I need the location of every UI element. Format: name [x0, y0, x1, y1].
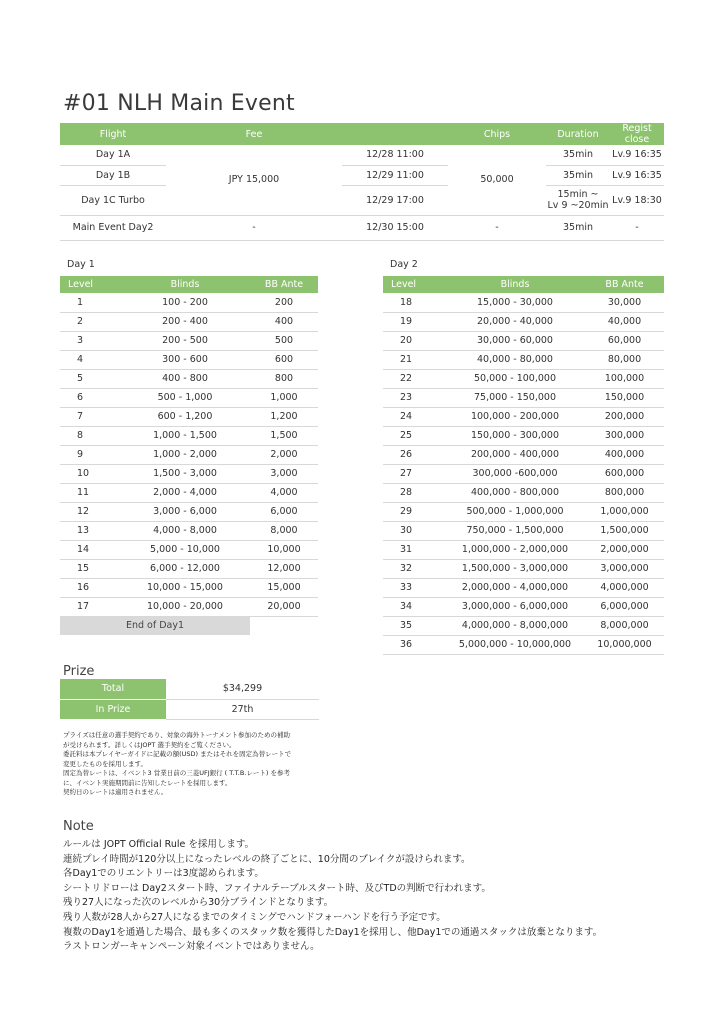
prize-in-prize-label: In Prize	[60, 699, 166, 719]
bb-ante-value: 80,000	[585, 350, 664, 369]
level-number: 3	[60, 331, 120, 350]
header-bb-ante: BB Ante	[585, 276, 664, 293]
blinds-value: 400,000 - 800,000	[445, 483, 585, 502]
prize-note-line: 固定為替レートは、イベント3 営業日前の三菱UFJ銀行 ( T.T.B.レート) を参考	[63, 769, 290, 777]
prize-notes	[63, 731, 328, 798]
bb-ante-value: 400,000	[585, 445, 664, 464]
fee-value: JPY 15,000	[166, 145, 342, 215]
blind-level-row	[383, 616, 664, 635]
note-line: 残り27人になった次のレベルから30分ブラインドとなります。	[63, 897, 334, 909]
flight-duration: 35min	[546, 145, 610, 165]
bb-ante-value: 4,000	[250, 483, 318, 502]
bb-ante-value: 500	[250, 331, 318, 350]
header-fee: Fee	[166, 123, 342, 145]
header-level: Level	[60, 276, 120, 293]
blinds-value: 400 - 800	[120, 369, 250, 388]
bb-ante-value: 3,000	[250, 464, 318, 483]
blinds-value: 2,000 - 4,000	[120, 483, 250, 502]
blinds-value: 50,000 - 100,000	[445, 369, 585, 388]
bb-ante-value: 800,000	[585, 483, 664, 502]
flight-regist-close: Lv.9 18:30	[610, 185, 664, 215]
blinds-value: 40,000 - 80,000	[445, 350, 585, 369]
blind-level-row	[60, 369, 318, 388]
level-number: 34	[383, 597, 445, 616]
level-number: 36	[383, 635, 445, 654]
header-blinds: Blinds	[445, 276, 585, 293]
prize-total-label: Total	[60, 679, 166, 699]
blinds-value: 5,000,000 - 10,000,000	[445, 635, 585, 654]
blind-level-row	[60, 445, 318, 464]
prize-table	[60, 679, 319, 720]
bb-ante-value: 1,000,000	[585, 502, 664, 521]
bb-ante-value: 150,000	[585, 388, 664, 407]
blind-level-row	[60, 483, 318, 502]
blinds-value: 5,000 - 10,000	[120, 540, 250, 559]
blind-level-row	[383, 388, 664, 407]
level-number: 20	[383, 331, 445, 350]
flight-row	[60, 145, 664, 165]
blind-level-row	[383, 331, 664, 350]
prize-in-prize-value: 27th	[166, 699, 319, 719]
flight-duration	[546, 185, 610, 215]
blind-level-row	[60, 597, 318, 616]
blinds-value: 200 - 500	[120, 331, 250, 350]
flight-schedule-table	[60, 123, 664, 241]
flight-row	[60, 185, 664, 215]
level-number: 17	[60, 597, 120, 616]
blind-level-row	[383, 502, 664, 521]
blind-level-row	[60, 540, 318, 559]
blind-level-row	[383, 578, 664, 597]
duration-line: Lv 9 ~20min	[547, 200, 609, 211]
level-number: 25	[383, 426, 445, 445]
chips-value: 50,000	[448, 145, 546, 215]
blind-level-row	[60, 521, 318, 540]
chips-value: -	[448, 215, 546, 240]
bb-ante-value: 400	[250, 312, 318, 331]
flight-duration: 35min	[546, 165, 610, 185]
page-title: #01 NLH Main Event	[63, 91, 295, 116]
blinds-value: 75,000 - 150,000	[445, 388, 585, 407]
blinds-value: 1,000 - 2,000	[120, 445, 250, 464]
prize-note-line: が受けられます。詳しくはJOPT 選手契約をご覧ください。	[63, 740, 236, 749]
note-line: 連続プレイ時間が120分以上になったレベルの終了ごとに、10分間のブレイクが設けられます。	[63, 853, 471, 865]
prize-total-value: $34,299	[166, 679, 319, 699]
fee-value: -	[166, 215, 342, 240]
level-number: 10	[60, 464, 120, 483]
blinds-value: 600 - 1,200	[120, 407, 250, 426]
note-line: ラストロンガーキャンペーン対象イベントではありません。	[63, 941, 320, 953]
blind-level-row	[383, 559, 664, 578]
bb-ante-value: 60,000	[585, 331, 664, 350]
bb-ante-value: 6,000,000	[585, 597, 664, 616]
note-line: 残り人数が28人から27人になるまでのタイミングでハンドフォーハンドを行う予定です。	[63, 911, 446, 923]
flight-regist-close: Lv.9 16:35	[610, 165, 664, 185]
blinds-value: 20,000 - 40,000	[445, 312, 585, 331]
note-title: Note	[63, 819, 94, 834]
blind-level-row	[60, 464, 318, 483]
bb-ante-value: 10,000	[250, 540, 318, 559]
bb-ante-value: 1,500	[250, 426, 318, 445]
level-number: 6	[60, 388, 120, 407]
blind-level-row	[60, 426, 318, 445]
flight-date: 12/30 15:00	[342, 215, 448, 240]
blinds-value: 300 - 600	[120, 350, 250, 369]
bb-ante-value: 100,000	[585, 369, 664, 388]
header-bb-ante: BB Ante	[250, 276, 318, 293]
blind-level-row	[383, 483, 664, 502]
header-duration: Duration	[546, 123, 610, 145]
level-number: 31	[383, 540, 445, 559]
blinds-value: 300,000 -600,000	[445, 464, 585, 483]
flight-name: Main Event Day2	[60, 215, 166, 240]
header-regist-close: Regist close	[610, 123, 664, 145]
blind-level-row	[60, 350, 318, 369]
bb-ante-value: 8,000,000	[585, 616, 664, 635]
level-number: 13	[60, 521, 120, 540]
flight-date: 12/28 11:00	[342, 145, 448, 165]
bb-ante-value: 8,000	[250, 521, 318, 540]
bb-ante-value: 300,000	[585, 426, 664, 445]
header-chips: Chips	[448, 123, 546, 145]
level-number: 8	[60, 426, 120, 445]
bb-ante-value: 3,000,000	[585, 559, 664, 578]
bb-ante-value: 600	[250, 350, 318, 369]
blind-level-row	[383, 293, 664, 312]
bb-ante-value: 2,000	[250, 445, 318, 464]
level-number: 16	[60, 578, 120, 597]
flight-row	[60, 215, 664, 240]
bb-ante-value: 1,200	[250, 407, 318, 426]
end-of-day-row	[60, 616, 318, 635]
blinds-value: 10,000 - 20,000	[120, 597, 250, 616]
bb-ante-value: 6,000	[250, 502, 318, 521]
blinds-value: 100 - 200	[120, 293, 250, 312]
level-number: 29	[383, 502, 445, 521]
level-number: 12	[60, 502, 120, 521]
prize-note-line: に、イベント実施期間前に告知したレートを採用します。	[63, 778, 232, 787]
end-of-day-blank	[250, 616, 318, 635]
level-number: 27	[383, 464, 445, 483]
level-number: 32	[383, 559, 445, 578]
blind-level-row	[60, 559, 318, 578]
level-number: 30	[383, 521, 445, 540]
blind-level-row	[383, 540, 664, 559]
bb-ante-value: 1,500,000	[585, 521, 664, 540]
prize-title: Prize	[63, 664, 95, 679]
blinds-value: 200,000 - 400,000	[445, 445, 585, 464]
bb-ante-value: 200	[250, 293, 318, 312]
blinds-value: 1,000 - 1,500	[120, 426, 250, 445]
level-number: 23	[383, 388, 445, 407]
blinds-value: 30,000 - 60,000	[445, 331, 585, 350]
note-line: 各Day1でのリエントリーは3度認められます。	[63, 868, 264, 880]
blinds-value: 500 - 1,000	[120, 388, 250, 407]
bb-ante-value: 1,000	[250, 388, 318, 407]
day1-label: Day 1	[67, 259, 95, 270]
blind-level-row	[60, 407, 318, 426]
blinds-value: 15,000 - 30,000	[445, 293, 585, 312]
blind-level-row	[60, 578, 318, 597]
blind-level-row	[383, 369, 664, 388]
blinds-value: 6,000 - 12,000	[120, 559, 250, 578]
level-number: 5	[60, 369, 120, 388]
level-number: 28	[383, 483, 445, 502]
level-number: 35	[383, 616, 445, 635]
blind-level-row	[383, 445, 664, 464]
prize-row	[60, 679, 319, 699]
end-of-day-label: End of Day1	[60, 616, 250, 635]
bb-ante-value: 12,000	[250, 559, 318, 578]
level-number: 24	[383, 407, 445, 426]
blind-level-row	[383, 597, 664, 616]
blind-level-row	[383, 350, 664, 369]
blind-level-row	[60, 502, 318, 521]
flight-date: 12/29 11:00	[342, 165, 448, 185]
flight-name: Day 1A	[60, 145, 166, 165]
blinds-header-row	[383, 276, 664, 293]
blinds-value: 4,000,000 - 8,000,000	[445, 616, 585, 635]
level-number: 18	[383, 293, 445, 312]
level-number: 11	[60, 483, 120, 502]
blinds-value: 3,000 - 6,000	[120, 502, 250, 521]
header-date	[342, 123, 448, 145]
note-line: ルールは JOPT Official Rule を採用します。	[63, 839, 255, 850]
flight-name: Day 1C Turbo	[60, 185, 166, 215]
blinds-value: 750,000 - 1,500,000	[445, 521, 585, 540]
flight-header-row	[60, 123, 664, 145]
blind-level-row	[383, 464, 664, 483]
blinds-value: 200 - 400	[120, 312, 250, 331]
level-number: 4	[60, 350, 120, 369]
blinds-value: 3,000,000 - 6,000,000	[445, 597, 585, 616]
level-number: 19	[383, 312, 445, 331]
blind-level-row	[60, 312, 318, 331]
blinds-value: 4,000 - 8,000	[120, 521, 250, 540]
bb-ante-value: 200,000	[585, 407, 664, 426]
bb-ante-value: 600,000	[585, 464, 664, 483]
level-number: 7	[60, 407, 120, 426]
bb-ante-value: 2,000,000	[585, 540, 664, 559]
blinds-value: 500,000 - 1,000,000	[445, 502, 585, 521]
blind-level-row	[383, 635, 664, 654]
level-number: 9	[60, 445, 120, 464]
bb-ante-value: 15,000	[250, 578, 318, 597]
level-number: 2	[60, 312, 120, 331]
level-number: 14	[60, 540, 120, 559]
flight-name: Day 1B	[60, 165, 166, 185]
blinds-value: 100,000 - 200,000	[445, 407, 585, 426]
level-number: 1	[60, 293, 120, 312]
header-level: Level	[383, 276, 445, 293]
header-blinds: Blinds	[120, 276, 250, 293]
flight-row	[60, 165, 664, 185]
blind-level-row	[383, 312, 664, 331]
prize-note-line: 変更したものを採用します。	[63, 759, 147, 768]
blind-level-row	[383, 521, 664, 540]
day1-blinds-table	[60, 276, 318, 635]
day2-blinds-table	[383, 276, 664, 655]
bb-ante-value: 10,000,000	[585, 635, 664, 654]
blinds-value: 150,000 - 300,000	[445, 426, 585, 445]
level-number: 33	[383, 578, 445, 597]
blinds-value: 10,000 - 15,000	[120, 578, 250, 597]
blind-level-row	[383, 426, 664, 445]
bb-ante-value: 40,000	[585, 312, 664, 331]
flight-duration: 35min	[546, 215, 610, 240]
note-list	[63, 838, 602, 955]
flight-regist-close: Lv.9 16:35	[610, 145, 664, 165]
blind-level-row	[60, 331, 318, 350]
blinds-value: 1,500,000 - 3,000,000	[445, 559, 585, 578]
blind-level-row	[60, 388, 318, 407]
note-line: 複数のDay1を通過した場合、最も多くのスタック数を獲得したDay1を採用し、他Day1での通過スタックは放棄となります。	[63, 926, 603, 938]
level-number: 21	[383, 350, 445, 369]
blinds-header-row	[60, 276, 318, 293]
bb-ante-value: 30,000	[585, 293, 664, 312]
duration-line: 15min ~	[557, 189, 599, 200]
level-number: 22	[383, 369, 445, 388]
flight-regist-close: -	[610, 215, 664, 240]
day2-label: Day 2	[390, 259, 418, 270]
prize-note-line: 委託料は本プレイヤーガイドに記載の額(USD) またはそれを固定為替レートで	[63, 750, 292, 758]
prize-note-line: 契約日のレートは適用されません。	[63, 788, 168, 796]
prize-note-line: プライズは任意の選手契約であり、対象の海外トーナメント参加のための補助	[63, 731, 290, 739]
blind-level-row	[383, 407, 664, 426]
blinds-value: 1,000,000 - 2,000,000	[445, 540, 585, 559]
bb-ante-value: 4,000,000	[585, 578, 664, 597]
blinds-value: 2,000,000 - 4,000,000	[445, 578, 585, 597]
level-number: 15	[60, 559, 120, 578]
header-flight: Flight	[60, 123, 166, 145]
bb-ante-value: 20,000	[250, 597, 318, 616]
note-line: シートリドローは Day2スタート時、ファイナルテーブルスタート時、及びTDの判断で行われます。	[63, 882, 491, 894]
level-number: 26	[383, 445, 445, 464]
prize-row	[60, 699, 319, 719]
blinds-value: 1,500 - 3,000	[120, 464, 250, 483]
flight-date: 12/29 17:00	[342, 185, 448, 215]
blind-level-row	[60, 293, 318, 312]
bb-ante-value: 800	[250, 369, 318, 388]
